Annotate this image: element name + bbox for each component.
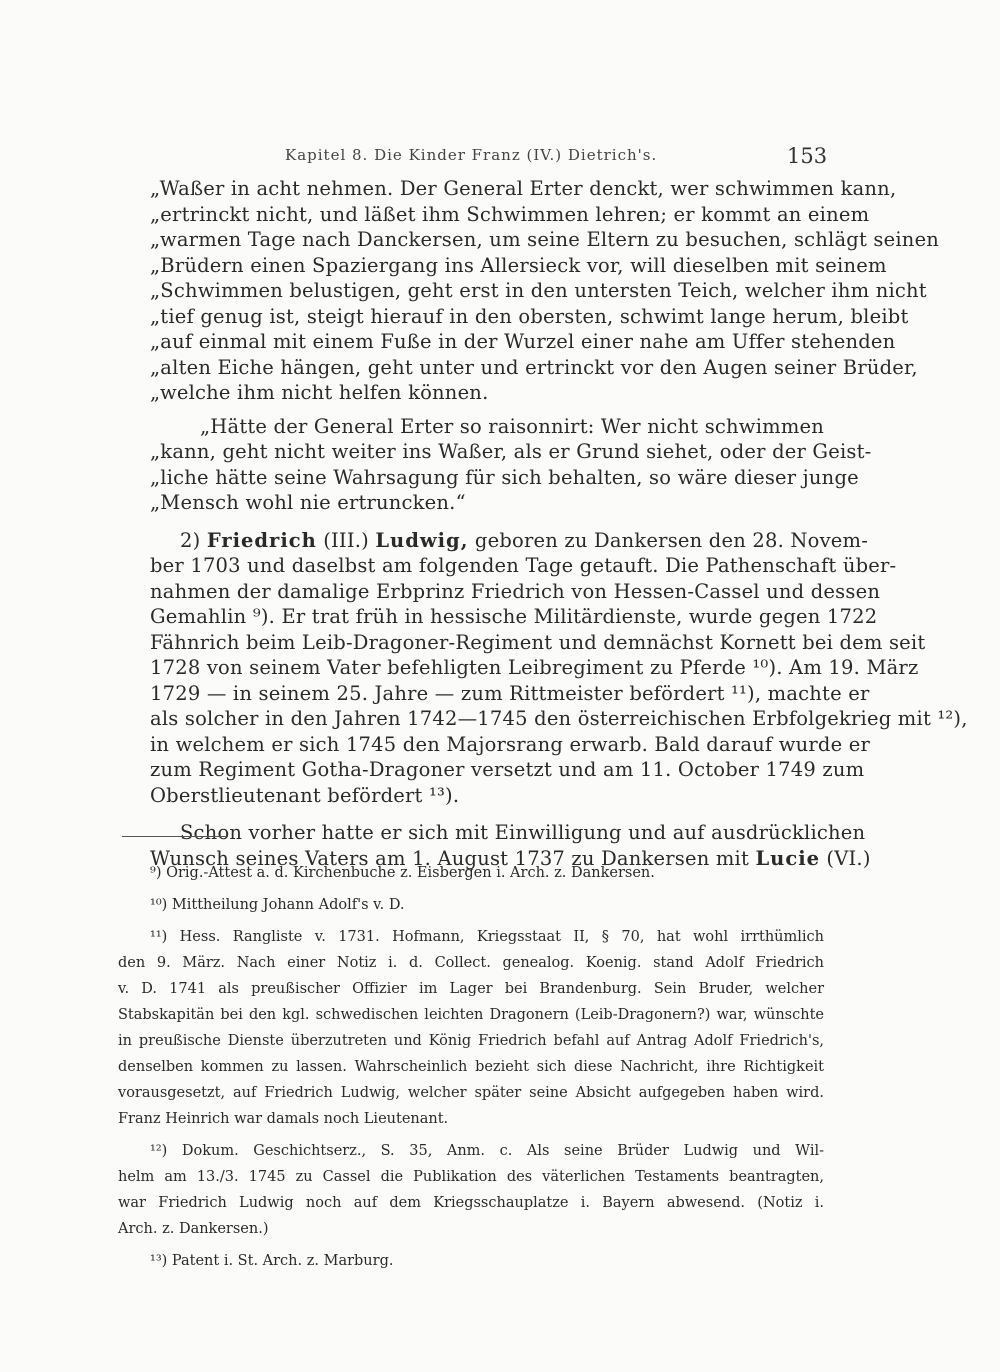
text-line: „Schwimmen belustigen, geht erst in den untersten Teich, welcher ihm nicht xyxy=(150,279,927,302)
paragraph-friedrich-ludwig xyxy=(150,528,968,809)
footnote-line: ¹²) Dokum. Geschichtserz., S. 35, Anm. c. Als seine Brüder Ludwig und Wil- xyxy=(150,1143,824,1159)
text-line: „warmen Tage nach Danckersen, um seine Eltern zu besuchen, schlägt seinen xyxy=(150,228,940,251)
text-line: „kann, geht nicht weiter ins Waßer, als er Grund siehet, oder der Geist- xyxy=(150,440,872,463)
footnote-line: ⁹) Orig.-Attest a. d. Kirchenbuche z. Eisbergen i. Arch. z. Dankersen. xyxy=(150,865,655,881)
text-line: zum Regiment Gotha-Dragoner versetzt und am 11. October 1749 zum xyxy=(150,758,865,781)
page-number: 153 xyxy=(787,144,828,168)
footnote-line: ¹³) Patent i. St. Arch. z. Marburg. xyxy=(150,1253,394,1269)
footnote-line: in preußische Dienste überzutreten und König Friedrich befahl auf Antrag Adolf Friedrich's, xyxy=(118,1033,824,1049)
item-number: 2) xyxy=(180,528,201,552)
footnote-13 xyxy=(118,1248,824,1274)
person-name: Friedrich xyxy=(206,528,317,552)
text-line: Schon vorher hatte er sich mit Einwilligung und auf ausdrücklichen xyxy=(180,821,866,844)
text-line: 1729 — in seinem 25. Jahre — zum Rittmeister befördert ¹¹), machte er xyxy=(150,681,870,705)
text-line: Gemahlin ⁹). Er trat früh in hessische Militärdienste, wurde gegen 1722 xyxy=(150,605,878,628)
footnote-divider xyxy=(122,836,228,837)
text-line: „Brüdern einen Spaziergang ins Allersieck vor, will dieselben mit seinem xyxy=(150,253,887,277)
footnote-line: helm am 13./3. 1745 zu Cassel die Publikation des väterlichen Testaments beantragten, xyxy=(118,1169,824,1185)
footnote-9 xyxy=(118,860,824,886)
text-line: Oberstlieutenant befördert ¹³). xyxy=(150,783,460,807)
footnote-line: denselben kommen zu lassen. Wahrscheinlich bezieht sich diese Nachricht, ihre Richtigkeit xyxy=(118,1059,824,1075)
line-text: Wunsch seines Vaters am 1. August 1737 zu Dankersen mit xyxy=(150,846,750,870)
text-line: „Mensch wohl nie ertruncken.“ xyxy=(150,491,466,514)
footnote-11 xyxy=(118,924,824,1132)
footnote-line: ¹⁰) Mittheilung Johann Adolf's v. D. xyxy=(150,897,405,913)
text-line: als solcher in den Jahren 1742—1745 den österreichischen Erbfolgekrieg mit ¹²), xyxy=(150,707,968,730)
main-text xyxy=(150,176,968,871)
footnote-line: den 9. März. Nach einer Notiz i. d. Collect. genealog. Koenig. stand Adolf Friedrich xyxy=(118,955,824,971)
running-head: Kapitel 8. Die Kinder Franz (IV.) Dietrich's. xyxy=(285,146,658,164)
roman-numeral: (VI.) xyxy=(826,846,871,870)
text-line: „welche ihm nicht helfen können. xyxy=(150,381,489,404)
footnote-line: Franz Heinrich war damals noch Lieutenant. xyxy=(118,1111,449,1127)
text-line: „Hätte der General Erter so raisonnirt: Wer nicht schwimmen xyxy=(200,414,825,438)
text-line: „liche hätte seine Wahrsagung für sich behalten, so wäre dieser junge xyxy=(150,465,859,489)
text-line: „alten Eiche hängen, geht unter und ertrinckt vor den Augen seiner Brüder, xyxy=(150,355,918,379)
text-line: 1728 von seinem Vater befehligten Leibregiment zu Pferde ¹⁰). Am 19. März xyxy=(150,656,919,679)
text-line: „Waßer in acht nehmen. Der General Erter denckt, wer schwimmen kann, xyxy=(150,177,897,200)
footnote-10 xyxy=(118,892,824,918)
text-line: „tief genug ist, steigt hierauf in den obersten, schwimt lange herum, bleibt xyxy=(150,304,909,328)
text-line: „auf einmal mit einem Fuße in der Wurzel einer nahe am Uffer stehenden xyxy=(150,330,896,353)
footnote-line: vorausgesetzt, auf Friedrich Ludwig, welcher später seine Absicht aufgegeben haben wird. xyxy=(118,1085,824,1101)
text-line: nahmen der damalige Erbprinz Friedrich von Hessen-Cassel und dessen xyxy=(150,579,881,603)
footnote-line: ¹¹) Hess. Rangliste v. 1731. Hofmann, Kriegsstaat II, § 70, hat wohl irrthümlich xyxy=(150,929,824,945)
text-line: „ertrinckt nicht, und läßet ihm Schwimmen lehren; er kommt an einem xyxy=(150,202,870,226)
text-line xyxy=(150,528,869,554)
line-text: geboren zu Dankersen den 28. Novem- xyxy=(474,528,869,552)
footnote-line: v. D. 1741 als preußischer Offizier im Lager bei Brandenburg. Sein Bruder, welcher xyxy=(118,981,824,997)
roman-numeral: (III.) xyxy=(323,528,369,552)
footnote-12 xyxy=(118,1138,824,1242)
text-line: ber 1703 und daselbst am folgenden Tage getauft. Die Pathenschaft über- xyxy=(150,554,897,577)
paragraph-quote-1 xyxy=(150,176,940,406)
footnote-line: war Friedrich Ludwig noch auf dem Kriegsschauplatze i. Bayern abwesend. (Notiz i. xyxy=(118,1195,824,1211)
person-name: Lucie xyxy=(755,846,821,870)
footnote-line: Stabskapitän bei den kgl. schwedischen leichten Dragonern (Leib-Dragonern?) war, wünschte xyxy=(118,1007,824,1023)
text-line: Fähnrich beim Leib-Dragoner-Regiment und demnächst Kornett bei dem seit xyxy=(150,630,926,654)
text-line: in welchem er sich 1745 den Majorsrang erwarb. Bald darauf wurde er xyxy=(150,732,870,756)
footnotes xyxy=(118,860,824,1274)
person-name: Ludwig, xyxy=(375,528,469,552)
footnote-line: Arch. z. Dankersen.) xyxy=(118,1221,269,1237)
paragraph-quote-2 xyxy=(150,414,872,516)
